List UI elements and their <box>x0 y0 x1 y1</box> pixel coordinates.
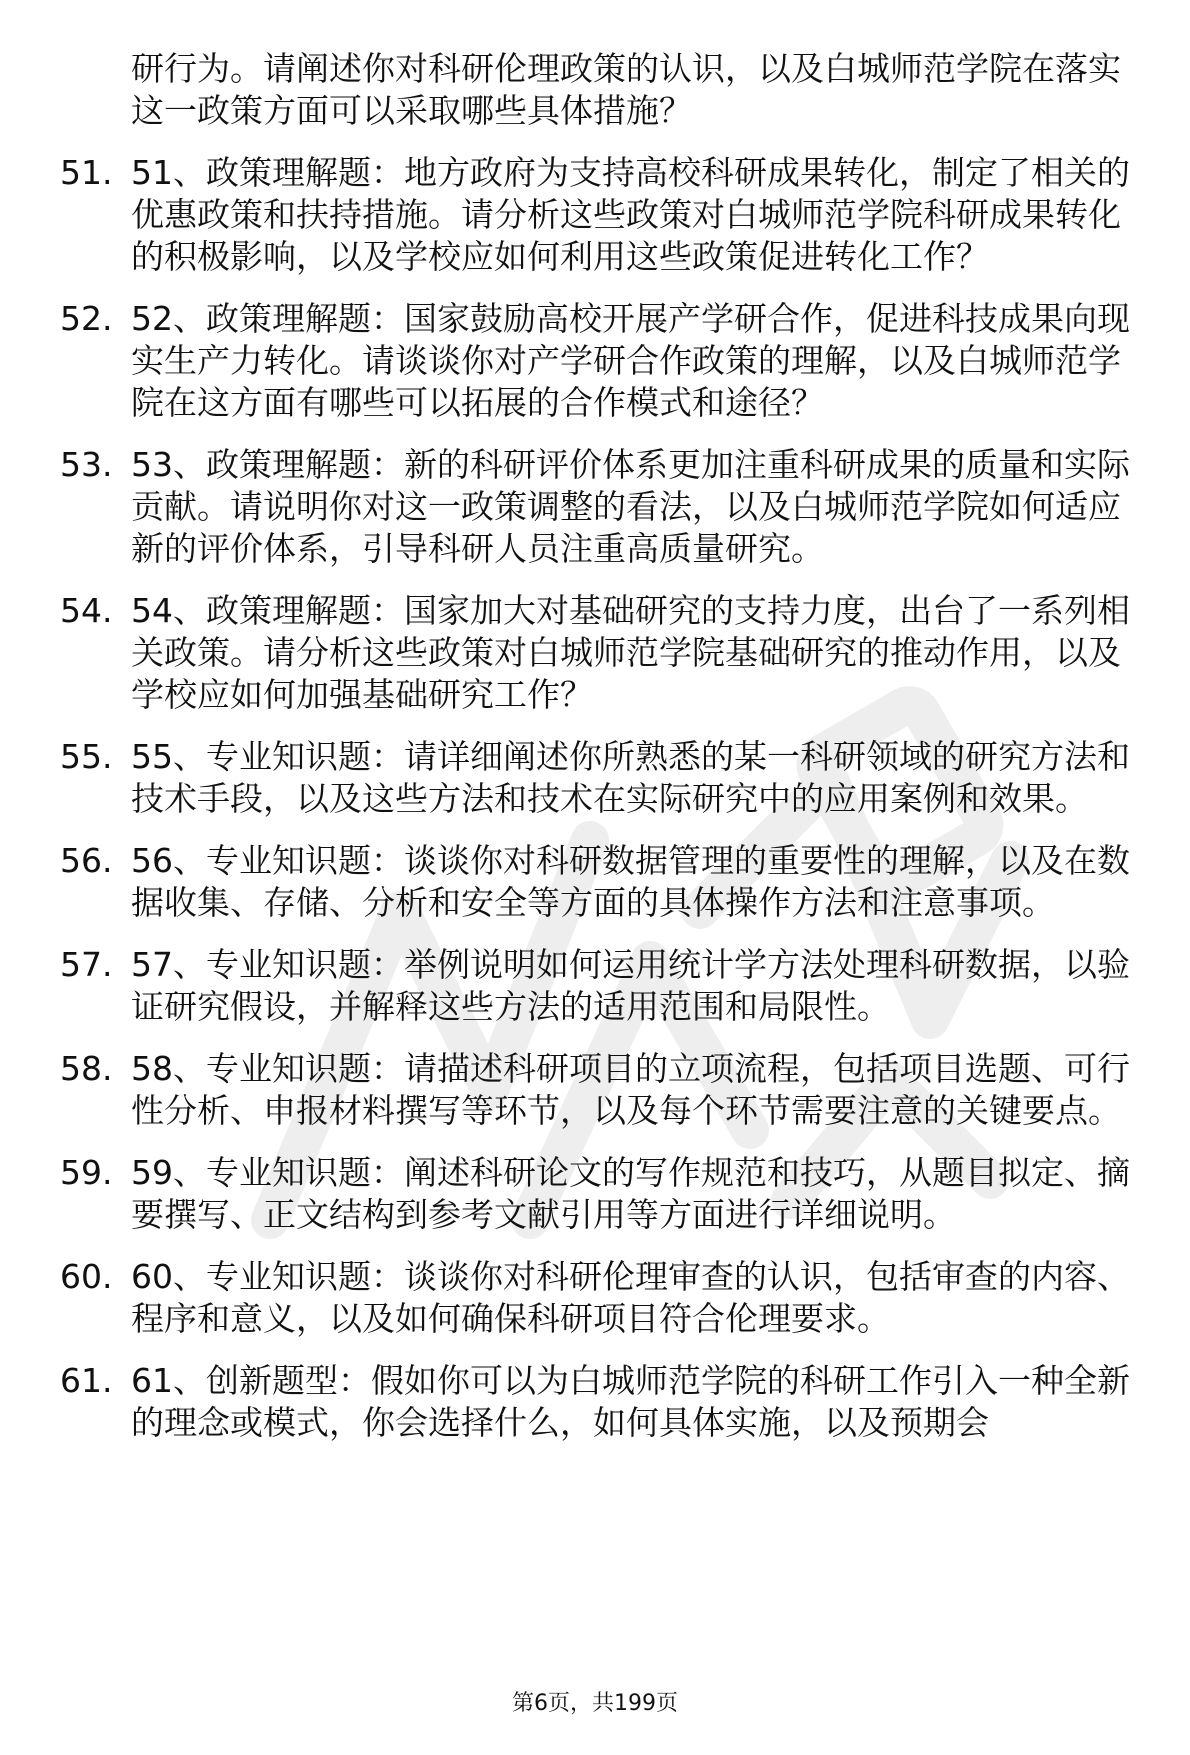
item-number: 58. <box>60 1049 113 1088</box>
list-item <box>60 840 1140 924</box>
list-item <box>60 298 1140 424</box>
item-number: 51. <box>60 153 113 192</box>
item-number: 52. <box>60 299 113 338</box>
item-text: 54、政策理解题：国家加大对基础研究的支持力度，出台了一系列相关政策。请分析这些政策对白城师范学院基础研究的推动作用，以及学校应如何加强基础研究工作？ <box>131 591 1130 714</box>
item-number: 55. <box>60 737 113 776</box>
list-item <box>60 1048 1140 1132</box>
item-number: 54. <box>60 591 113 630</box>
document-body <box>60 48 1140 1464</box>
item-text: 57、专业知识题：举例说明如何运用统计学方法处理科研数据，以验证研究假设，并解释这些方法的适用范围和局限性。 <box>131 945 1130 1026</box>
continuation-paragraph: 研行为。请阐述你对科研伦理政策的认识，以及白城师范学院在落实这一政策方面可以采取哪些具体措施？ <box>131 49 1121 130</box>
item-number: 60. <box>60 1257 113 1296</box>
item-text: 52、政策理解题：国家鼓励高校开展产学研合作，促进科技成果向现实生产力转化。请谈谈你对产学研合作政策的理解，以及白城师范学院在这方面有哪些可以拓展的合作模式和途径？ <box>131 299 1130 422</box>
list-item <box>60 1360 1140 1444</box>
item-text: 53、政策理解题：新的科研评价体系更加注重科研成果的质量和实际贡献。请说明你对这一政策调整的看法，以及白城师范学院如何适应新的评价体系，引导科研人员注重高质量研究。 <box>131 445 1130 568</box>
item-number: 59. <box>60 1153 113 1192</box>
item-text: 51、政策理解题：地方政府为支持高校科研成果转化，制定了相关的优惠政策和扶持措施。请分析这些政策对白城师范学院科研成果转化的积极影响，以及学校应如何利用这些政策促进转化工作？ <box>131 153 1130 276</box>
page-footer: 第6页，共199页 <box>512 1691 678 1716</box>
item-text: 60、专业知识题：谈谈你对科研伦理审查的认识，包括审查的内容、程序和意义，以及如何确保科研项目符合伦理要求。 <box>131 1257 1130 1338</box>
list-item <box>60 944 1140 1028</box>
question-list <box>60 152 1140 1444</box>
list-item <box>60 1256 1140 1340</box>
item-text: 58、专业知识题：请描述科研项目的立项流程，包括项目选题、可行性分析、申报材料撰写等环节，以及每个环节需要注意的关键要点。 <box>131 1049 1130 1130</box>
list-item <box>60 736 1140 820</box>
list-item <box>60 590 1140 716</box>
item-number: 56. <box>60 841 113 880</box>
list-item <box>60 444 1140 570</box>
item-number: 57. <box>60 945 113 984</box>
item-text: 59、专业知识题：阐述科研论文的写作规范和技巧，从题目拟定、摘要撰写、正文结构到参考文献引用等方面进行详细说明。 <box>131 1153 1130 1234</box>
item-text: 55、专业知识题：请详细阐述你所熟悉的某一科研领域的研究方法和技术手段，以及这些方法和技术在实际研究中的应用案例和效果。 <box>131 737 1130 818</box>
item-text: 61、创新题型：假如你可以为白城师范学院的科研工作引入一种全新的理念或模式，你会选择什么，如何具体实施，以及预期会 <box>131 1361 1130 1442</box>
item-number: 53. <box>60 445 113 484</box>
item-number: 61. <box>60 1361 113 1400</box>
list-item <box>60 1152 1140 1236</box>
list-item <box>60 152 1140 278</box>
item-text: 56、专业知识题：谈谈你对科研数据管理的重要性的理解，以及在数据收集、存储、分析和安全等方面的具体操作方法和注意事项。 <box>131 841 1130 922</box>
